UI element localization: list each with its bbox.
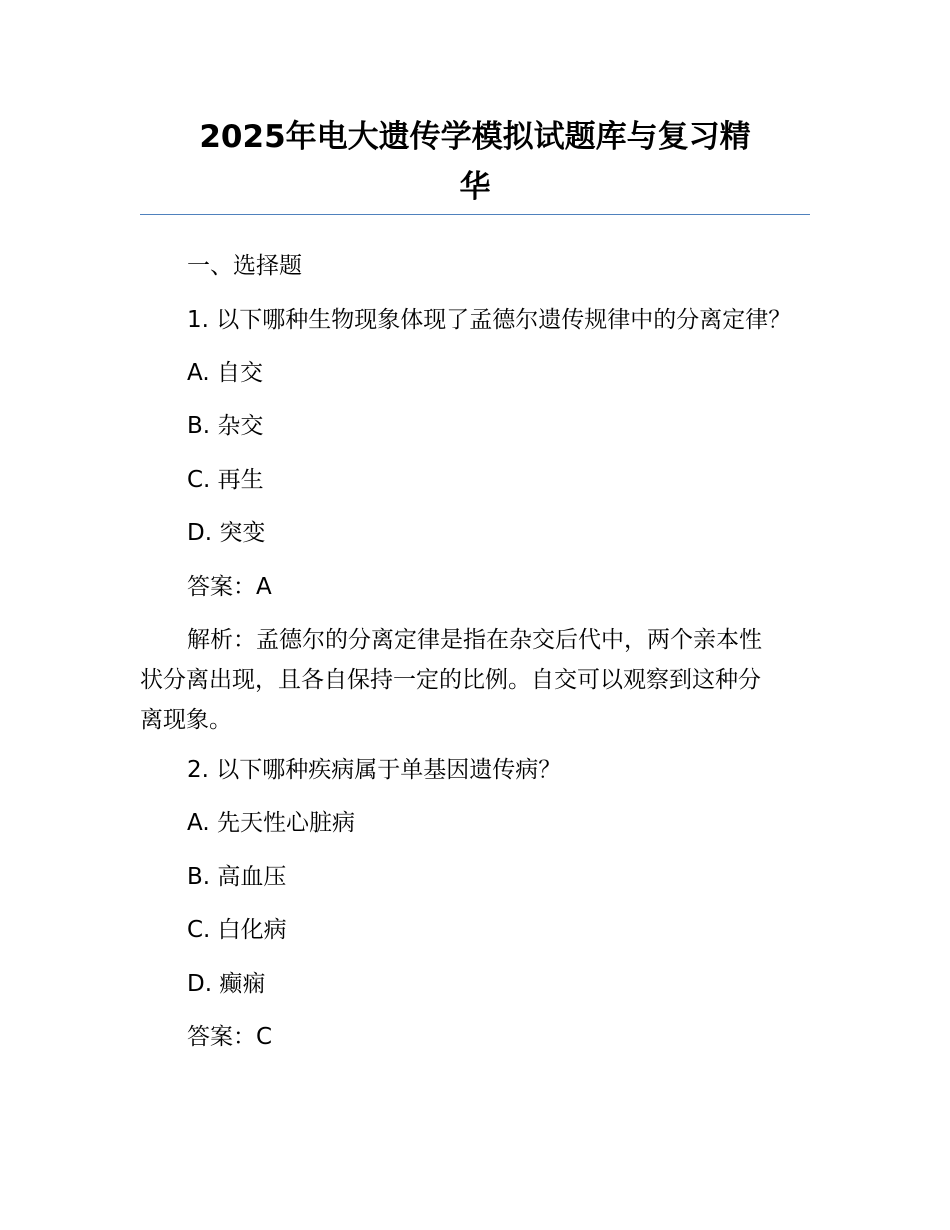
question-2-option-a: A. 先天性心脏病 [187, 810, 355, 836]
document-title: 2025年电大遗传学模拟试题库与复习精 [199, 119, 751, 155]
question-1-option-a: A. 自交 [187, 360, 263, 386]
analysis-line-2: 状分离出现，且各自保持一定的比例。自交可以观察到这种分 [140, 667, 761, 693]
question-2-option-b: B. 高血压 [187, 864, 287, 890]
document-title-continued: 华 [459, 169, 491, 205]
question-1-analysis [140, 620, 810, 740]
section-heading: 一、选择题 [187, 253, 302, 279]
question-2-option-c: C. 白化病 [187, 917, 287, 943]
question-1-stem: 1. 以下哪种生物现象体现了孟德尔遗传规律中的分离定律？ [187, 307, 792, 333]
question-2-answer: 答案：C [187, 1024, 273, 1050]
question-2-option-d: D. 癫痫 [187, 971, 266, 997]
analysis-line-1: 解析：孟德尔的分离定律是指在杂交后代中，两个亲本性 [187, 627, 762, 653]
analysis-line-3: 离现象。 [140, 707, 232, 733]
question-1-option-d: D. 突变 [187, 520, 266, 546]
question-1-answer: 答案：A [187, 574, 272, 600]
title-divider [140, 214, 810, 215]
question-1-option-c: C. 再生 [187, 467, 264, 493]
question-1-option-b: B. 杂交 [187, 413, 264, 439]
question-2-stem: 2. 以下哪种疾病属于单基因遗传病？ [187, 757, 562, 783]
